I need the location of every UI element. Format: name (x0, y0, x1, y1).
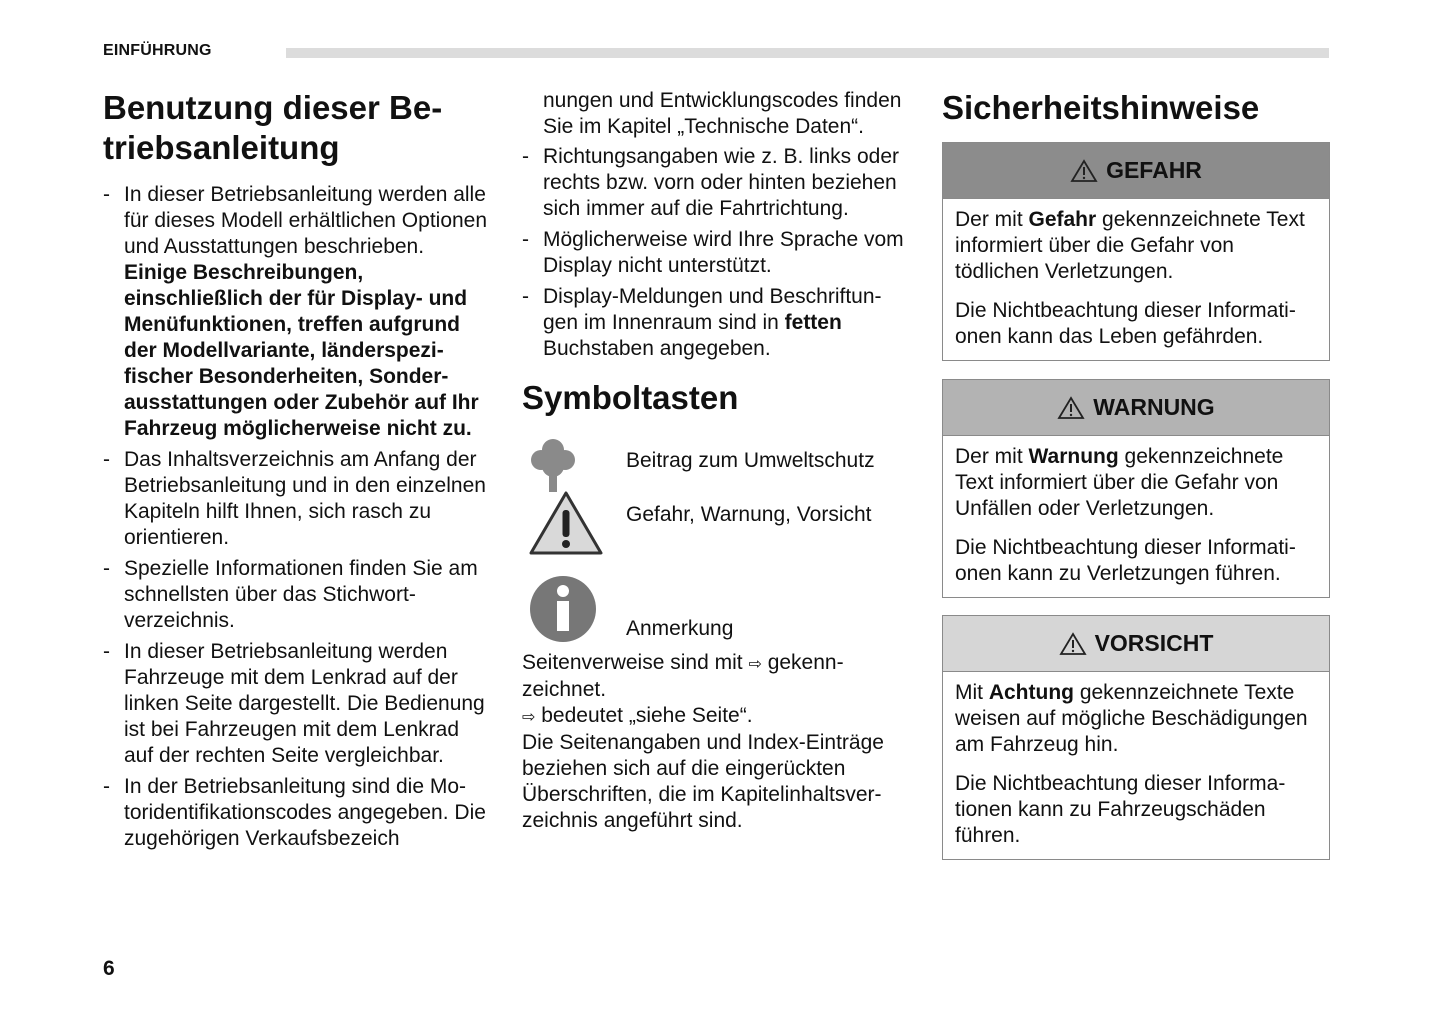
caution-paragraph-2: Die Nichtbeachtung dieser Informationen kann zu Fahrzeugschäden führen. (955, 772, 1286, 847)
list-item-text: Display-Meldungen und Beschriftungen im Innenraum sind in (543, 285, 882, 334)
header-rule (286, 48, 1329, 58)
reference-line1-end: gekennzeichnet. (522, 651, 844, 701)
column-usage (103, 88, 491, 857)
reference-line2: bedeutet „siehe Seite“. (541, 704, 753, 727)
list-item-bold-text: fetten (784, 311, 842, 334)
tree-icon (530, 438, 576, 492)
paragraph-text: Mit (955, 681, 989, 704)
symbol-label-note: Anmerkung (626, 617, 734, 640)
warning-box (942, 379, 1330, 598)
paragraph-bold: Warnung (1028, 445, 1119, 468)
list-item (522, 284, 907, 362)
caution-heading-text: VORSICHT (1094, 630, 1214, 656)
paragraph-text: gekennzeichnete Text informiert über die Gefahr von Unfällen oder Verletzungen. (955, 445, 1284, 520)
danger-box (942, 142, 1330, 361)
caution-box (942, 615, 1330, 860)
safety-title: Sicherheitshinweise (942, 89, 1260, 126)
paragraph-text: Der mit (955, 445, 1029, 468)
warning-body (943, 436, 1329, 597)
list-item-text: In dieser Betriebsanleitung werden alle für dieses Modell erhältlichen Optionen und Ausstattungen beschrieben. (124, 183, 488, 258)
usage-list (103, 182, 491, 852)
warning-heading-text: WARNUNG (1093, 394, 1215, 420)
column-symbols (522, 88, 907, 834)
arrow-right-icon: ⇨ (522, 707, 536, 726)
list-item: - Spezielle Informationen finden Sie am schnellsten über das Stichwortverzeichnis. (103, 556, 491, 634)
usage-title (103, 88, 491, 168)
danger-heading (943, 143, 1329, 199)
warning-triangle-icon (1070, 159, 1098, 183)
warning-paragraph-2: Die Nichtbeachtung dieser Informationen kann zu Verletzungen führen. (955, 536, 1296, 585)
reference-line3: Die Seitenangaben und Index-Einträge beziehen sich auf die eingerückten Überschriften, die im Kapitelinhaltsverzeichnis angeführt sind. (522, 731, 884, 832)
list-item (103, 182, 491, 442)
paragraph-text: Der mit (955, 208, 1029, 231)
list-item: - Das Inhaltsverzeichnis am Anfang der Betriebsanleitung und in den einzelnen Kapiteln hilft Ihnen, sich rasch zu orientieren. (103, 447, 491, 551)
usage-title-line2: triebsanleitung (103, 129, 340, 166)
paragraph-text: gekennzeichnete Texte weisen auf mögliche Beschädigungen am Fahrzeug hin. (955, 681, 1308, 756)
list-item-bold-text: Einige Beschreibungen, einschließlich der für Display- und Menüfunktionen, treffen aufgrund der Modellvariante, länderspezifischer Besonderheiten, Sonderausstattungen oder Zubehör auf Ihr Fahrzeug möglicherweise nicht zu. (124, 261, 479, 440)
danger-heading-text: GEFAHR (1106, 157, 1202, 183)
usage-title-line1: Benutzung dieser Be- (103, 89, 443, 126)
warning-heading (943, 380, 1329, 436)
caution-paragraph-1 (955, 680, 1317, 758)
section-header: EINFÜHRUNG (103, 42, 212, 59)
warning-triangle-icon (1057, 396, 1085, 420)
reference-line1: Seitenverweise sind mit (522, 651, 743, 674)
list-item: - Möglicherweise wird Ihre Sprache vom Display nicht unterstützt. (522, 227, 907, 279)
list-item: - In der Betriebsanleitung sind die Motoridentifikationscodes angegeben. Die zugehörigen Verkaufsbezeich (103, 774, 491, 852)
warning-triangle-icon (528, 490, 604, 556)
symbol-label-warning: Gefahr, Warnung, Vorsicht (626, 503, 872, 526)
list-item: - Richtungsangaben wie z. B. links oder rechts bzw. vorn oder hinten beziehen sich immer auf die Fahrtrichtung. (522, 144, 907, 222)
reference-text (522, 650, 907, 834)
danger-paragraph-2: Die Nichtbeachtung dieser Informationen kann das Leben gefährden. (955, 299, 1296, 348)
danger-paragraph-1 (955, 207, 1317, 285)
paragraph-bold: Achtung (988, 681, 1074, 704)
symbols-title: Symboltasten (522, 379, 739, 416)
info-icon (530, 576, 596, 642)
symbol-legend (522, 420, 907, 640)
page-number: 6 (103, 957, 115, 980)
arrow-right-icon: ⇨ (748, 654, 762, 673)
warning-triangle-icon (1059, 632, 1087, 656)
continuation-text: nungen und Entwicklungscodes finden Sie im Kapitel „Technische Daten“. (543, 89, 902, 138)
list-item-text-end: Buchstaben angegeben. (543, 337, 771, 360)
danger-body (943, 199, 1329, 360)
list-item: - In dieser Betriebsanleitung werden Fahrzeuge mit dem Lenkrad auf der linken Seite dargestellt. Die Bedienung ist bei Fahrzeugen mit dem Lenkrad auf der rechten Seite vergleichbar. (103, 639, 491, 769)
paragraph-text: gekennzeichnete Text informiert über die Gefahr von tödlichen Verletzungen. (955, 208, 1305, 283)
symbol-label-environment: Beitrag zum Umweltschutz (626, 449, 875, 472)
warning-paragraph-1 (955, 444, 1317, 522)
caution-heading (943, 616, 1329, 672)
paragraph-bold: Gefahr (1028, 208, 1097, 231)
caution-body (943, 672, 1329, 859)
direction-list (522, 144, 907, 362)
